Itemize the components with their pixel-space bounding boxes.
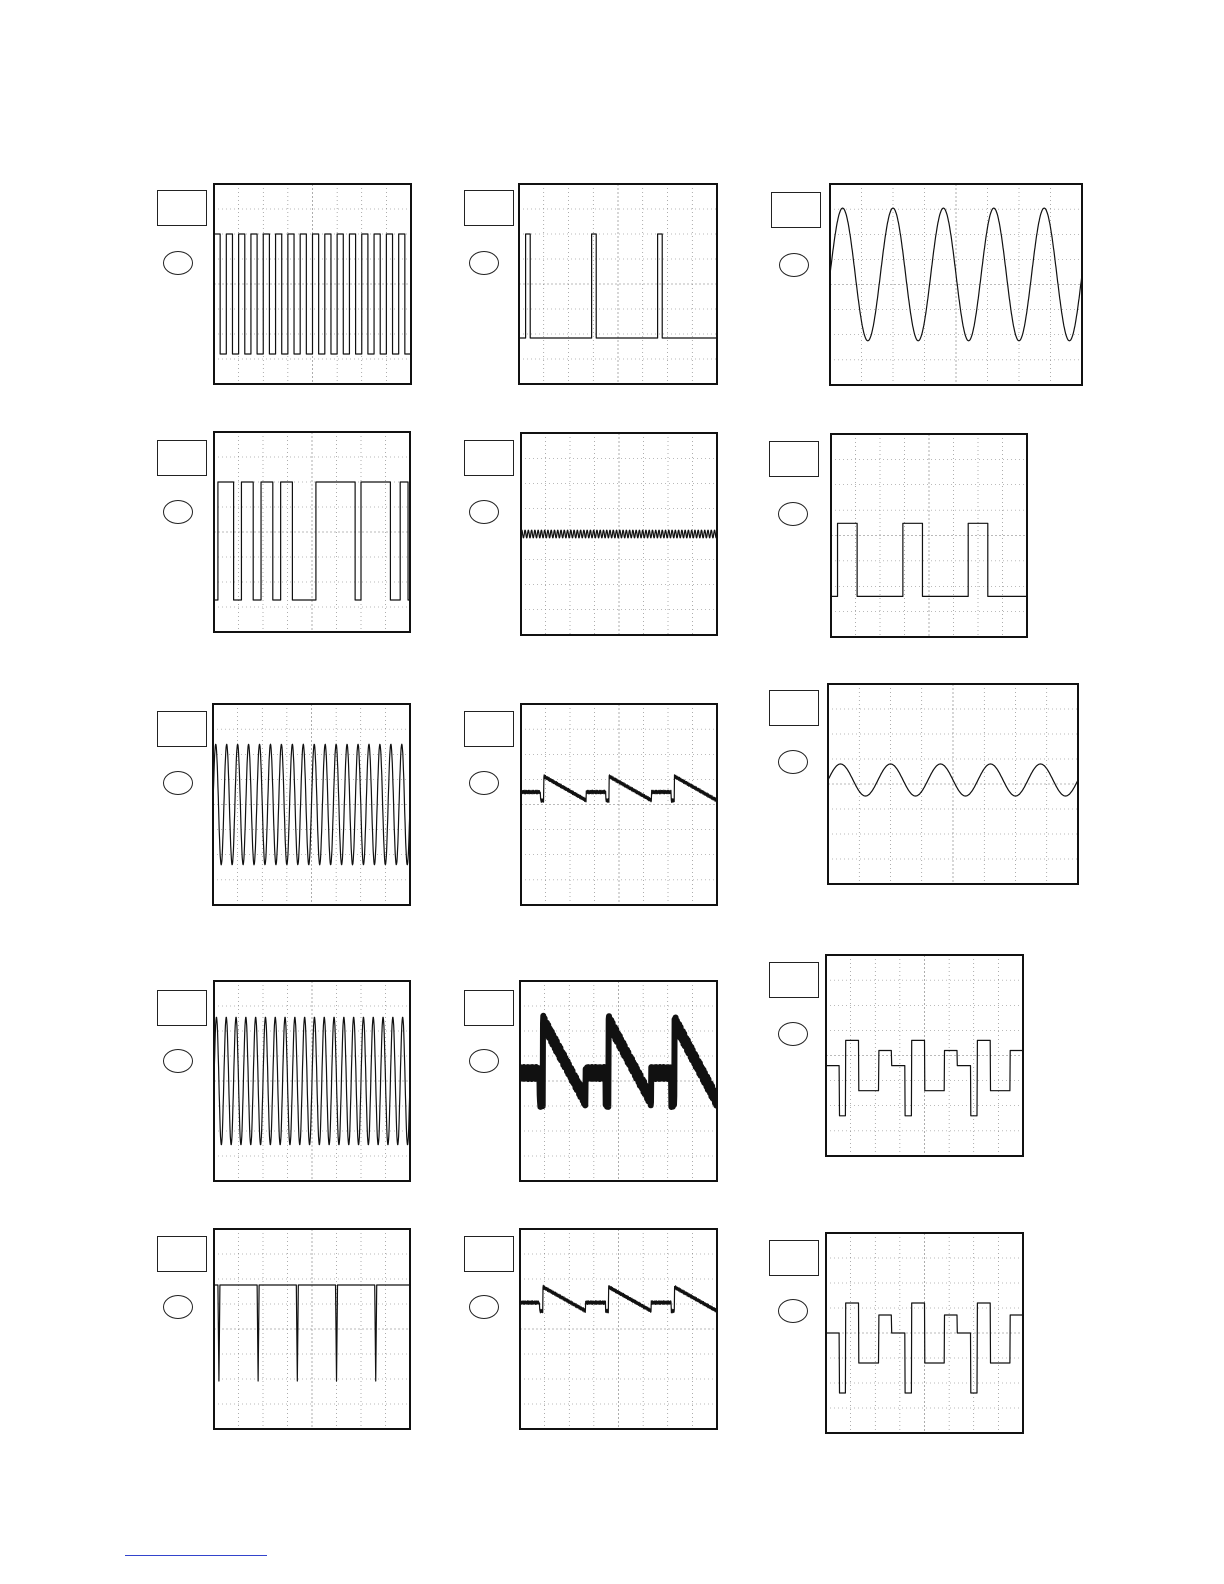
oscilloscope-trace-15 bbox=[825, 1232, 1024, 1434]
waveform-label-box-7 bbox=[157, 711, 207, 747]
oscilloscope-trace-4 bbox=[213, 431, 411, 633]
waveform-marker-5 bbox=[469, 500, 499, 524]
waveform-label-box-15 bbox=[769, 1240, 819, 1276]
waveform-label-box-13 bbox=[157, 1236, 207, 1272]
waveform-label-box-5 bbox=[464, 440, 514, 476]
waveform-label-box-2 bbox=[464, 190, 514, 226]
oscilloscope-trace-6 bbox=[830, 433, 1028, 638]
waveform-marker-4 bbox=[163, 500, 193, 524]
oscilloscope-trace-8 bbox=[520, 703, 718, 906]
waveform-label-box-14 bbox=[464, 1236, 514, 1272]
oscilloscope-trace-2 bbox=[518, 183, 718, 385]
oscilloscope-trace-9 bbox=[827, 683, 1079, 885]
waveform-marker-14 bbox=[469, 1295, 499, 1319]
waveform-trace bbox=[214, 234, 411, 354]
waveform-marker-7 bbox=[163, 771, 193, 795]
waveform-marker-9 bbox=[778, 750, 808, 774]
oscilloscope-trace-5 bbox=[520, 432, 718, 636]
oscilloscope-trace-13 bbox=[213, 1228, 411, 1430]
waveform-marker-3 bbox=[779, 253, 809, 277]
waveform-marker-8 bbox=[469, 771, 499, 795]
waveform-marker-2 bbox=[469, 251, 499, 275]
waveform-marker-6 bbox=[778, 502, 808, 526]
waveform-label-box-9 bbox=[769, 690, 819, 726]
waveform-marker-11 bbox=[469, 1049, 499, 1073]
oscilloscope-trace-1 bbox=[213, 183, 412, 385]
waveform-marker-15 bbox=[778, 1299, 808, 1323]
waveform-label-box-3 bbox=[771, 192, 821, 228]
waveform-marker-1 bbox=[163, 251, 193, 275]
waveform-trace bbox=[826, 1303, 1023, 1393]
oscilloscope-trace-14 bbox=[519, 1228, 718, 1430]
oscilloscope-trace-12 bbox=[825, 954, 1024, 1157]
waveform-marker-10 bbox=[163, 1049, 193, 1073]
waveform-trace bbox=[521, 530, 717, 538]
waveform-marker-13 bbox=[163, 1295, 193, 1319]
waveform-label-box-6 bbox=[769, 441, 819, 477]
oscilloscope-trace-11 bbox=[519, 980, 718, 1182]
oscilloscope-trace-3 bbox=[829, 183, 1083, 386]
footer-rule bbox=[125, 1555, 267, 1556]
waveform-label-box-4 bbox=[157, 440, 207, 476]
waveform-marker-12 bbox=[778, 1022, 808, 1046]
waveform-label-box-10 bbox=[157, 990, 207, 1026]
waveform-label-box-8 bbox=[464, 711, 514, 747]
oscilloscope-trace-10 bbox=[213, 980, 411, 1182]
waveform-label-box-12 bbox=[769, 962, 819, 998]
waveform-label-box-1 bbox=[157, 190, 207, 226]
oscilloscope-trace-7 bbox=[212, 703, 411, 906]
waveform-label-box-11 bbox=[464, 990, 514, 1026]
